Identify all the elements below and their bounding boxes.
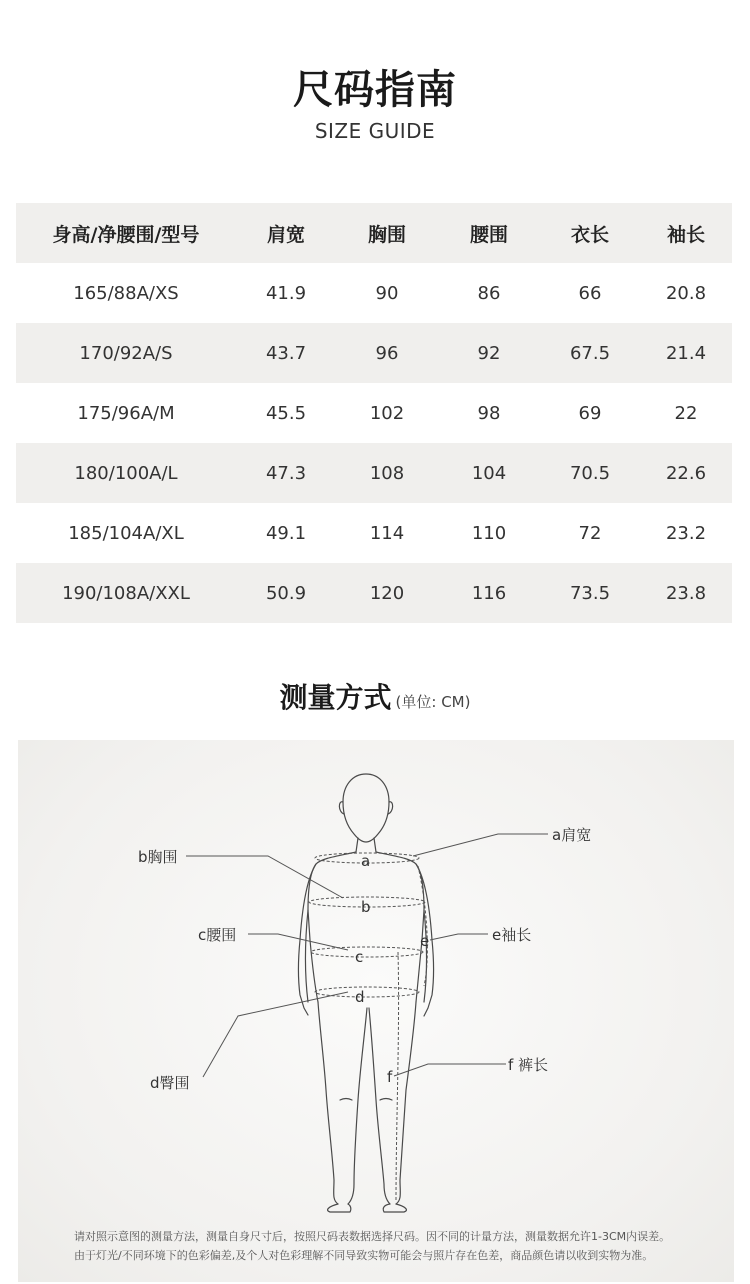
callout-waist: c腰围: [198, 926, 237, 944]
table-cell: 96: [336, 323, 438, 383]
table-row: [16, 563, 732, 623]
table-row: [16, 443, 732, 503]
page-title: 尺码指南: [293, 67, 457, 113]
measure-unit: (单位: CM): [395, 693, 471, 711]
column-header-shoulder: 肩宽: [236, 203, 336, 263]
callout-hip: d臀围: [150, 1074, 190, 1092]
table-row: [16, 503, 732, 563]
callout-shoulder-width: a肩宽: [552, 826, 592, 844]
table-cell: 41.9: [236, 263, 336, 323]
callout-pants-length: f 裤长: [508, 1056, 549, 1074]
table-cell: 23.2: [640, 503, 732, 563]
marker-d: d: [355, 988, 365, 1006]
table-row: [16, 323, 732, 383]
column-header-sleeve: 袖长: [640, 203, 732, 263]
table-cell: 69: [540, 383, 640, 443]
table-cell: 67.5: [540, 323, 640, 383]
marker-b: b: [361, 898, 371, 916]
table-cell: 43.7: [236, 323, 336, 383]
callout-sleeve-length: e袖长: [492, 926, 532, 944]
table-cell: 70.5: [540, 443, 640, 503]
measurement-note: 请对照示意图的测量方法，测量自身尺寸后，按照尺码表数据选择尺码。因不同的计量方法，测量数据允许1-3CM内误差。: [74, 1230, 671, 1243]
table-cell: 86: [438, 263, 540, 323]
column-header-size: 身高/净腰围/型号: [16, 203, 236, 263]
table-cell: 185/104A/XL: [16, 503, 236, 563]
marker-c: c: [355, 948, 364, 966]
size-table: [16, 203, 732, 623]
table-cell: 180/100A/L: [16, 443, 236, 503]
callout-chest: b胸围: [138, 848, 178, 866]
color-disclaimer-note: 由于灯光/不同环境下的色彩偏差,及个人对色彩理解不同导致实物可能会与照片存在色差，商品颜色请以收到实物为准。: [74, 1249, 654, 1262]
table-cell: 190/108A/XXL: [16, 563, 236, 623]
table-cell: 108: [336, 443, 438, 503]
table-cell: 23.8: [640, 563, 732, 623]
table-cell: 22: [640, 383, 732, 443]
table-cell: 20.8: [640, 263, 732, 323]
table-header-row: [16, 203, 732, 263]
table-cell: 165/88A/XS: [16, 263, 236, 323]
column-header-chest: 胸围: [336, 203, 438, 263]
table-cell: 102: [336, 383, 438, 443]
table-cell: 66: [540, 263, 640, 323]
table-cell: 170/92A/S: [16, 323, 236, 383]
table-cell: 21.4: [640, 323, 732, 383]
table-cell: 72: [540, 503, 640, 563]
table-cell: 175/96A/M: [16, 383, 236, 443]
table-cell: 92: [438, 323, 540, 383]
table-cell: 110: [438, 503, 540, 563]
table-cell: 50.9: [236, 563, 336, 623]
page-subtitle: SIZE GUIDE: [314, 119, 436, 143]
marker-f: f: [387, 1068, 393, 1086]
table-cell: 45.5: [236, 383, 336, 443]
table-cell: 104: [438, 443, 540, 503]
table-cell: 114: [336, 503, 438, 563]
table-cell: 73.5: [540, 563, 640, 623]
table-cell: 90: [336, 263, 438, 323]
table-cell: 116: [438, 563, 540, 623]
measurement-diagram: [18, 740, 734, 1282]
table-row: [16, 383, 732, 443]
column-header-length: 衣长: [540, 203, 640, 263]
marker-a: a: [361, 852, 371, 870]
table-cell: 47.3: [236, 443, 336, 503]
table-cell: 120: [336, 563, 438, 623]
measure-section-heading: [0, 676, 750, 716]
table-cell: 22.6: [640, 443, 732, 503]
marker-e: e: [420, 932, 430, 950]
measure-title: 测量方式: [279, 681, 392, 714]
table-row: [16, 263, 732, 323]
body-figure-illustration: [18, 740, 734, 1282]
column-header-waist: 腰围: [438, 203, 540, 263]
table-cell: 98: [438, 383, 540, 443]
table-cell: 49.1: [236, 503, 336, 563]
